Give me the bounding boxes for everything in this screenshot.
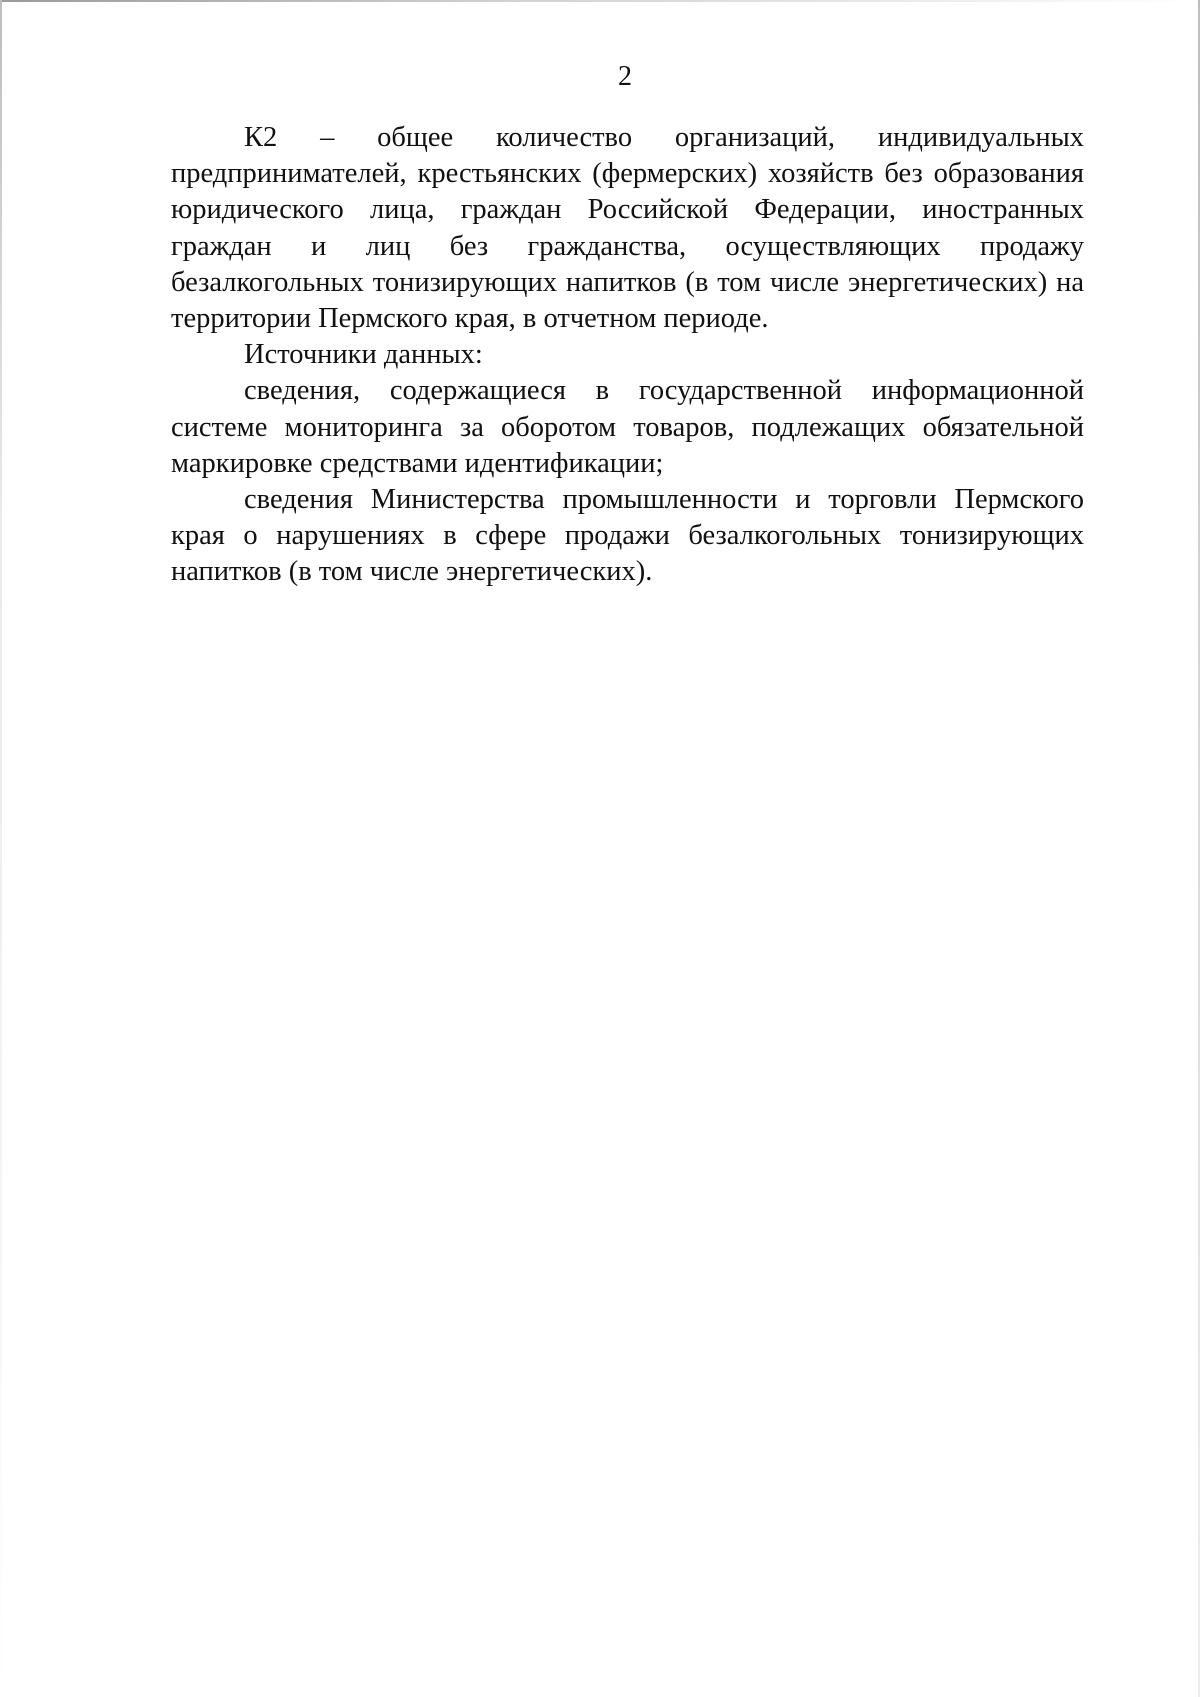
document-body	[171, 120, 1084, 591]
paragraph-source-ministry: сведения Министерства промышленности и торговли Пермского края о нарушениях в сфере продажи безалкогольных тонизирующих напитков (в том числе энергетических).	[171, 484, 1084, 588]
scan-edge-left	[0, 0, 2, 1697]
paragraph-data-sources-heading: Источники данных:	[244, 339, 483, 371]
paragraph-k2-definition: К2 – общее количество организаций, индивидуальных предпринимателей, крестьянских (фермерских) хозяйств без образования юридического лица, граждан Российской Федерации, иностранных граждан и лиц без гражданства, осуществляющих продажу безалкогольных тонизирующих напитков (в том числе энергетических) на территории Пермского края, в отчетном периоде.	[171, 122, 1084, 335]
scan-edge-top	[0, 0, 1200, 2]
page-number: 2	[618, 61, 632, 92]
paragraph-source-monitoring-system: сведения, содержащиеся в государственной информационной системе мониторинга за оборотом товаров, подлежащих обязательной маркировке средствами идентификации;	[171, 375, 1084, 479]
